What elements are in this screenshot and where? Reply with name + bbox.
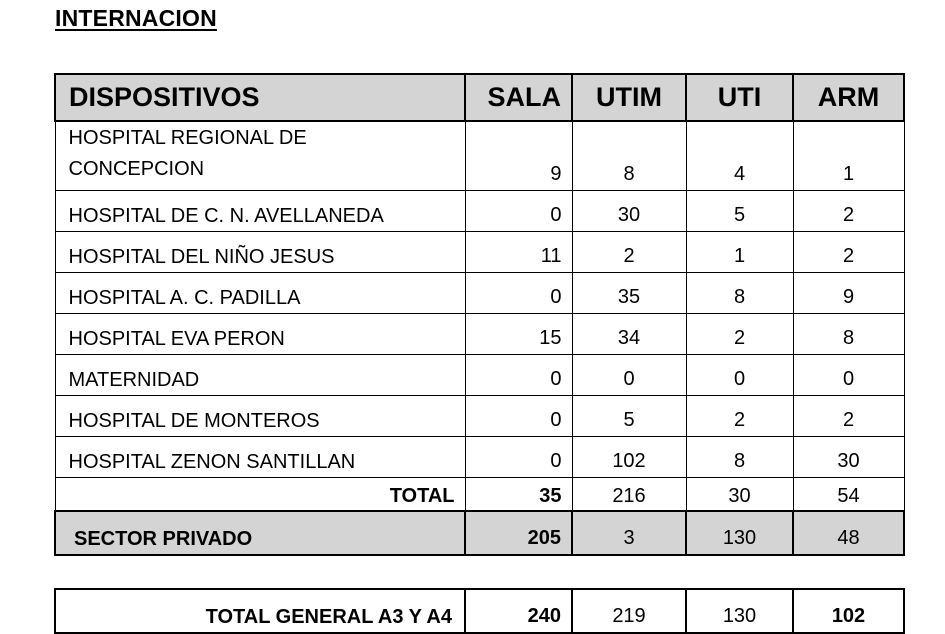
cell-utim: 5	[572, 396, 686, 437]
cell-uti: 2	[686, 396, 793, 437]
total-general-row	[55, 589, 904, 633]
table-row	[55, 121, 904, 191]
sector-privado-row	[55, 511, 904, 555]
general-sala: 240	[465, 589, 572, 633]
cell-uti: 1	[686, 232, 793, 273]
table-row	[55, 314, 904, 355]
privado-sala: 205	[465, 511, 572, 555]
header-dispositivos: DISPOSITIVOS	[55, 74, 465, 121]
row-name-cell: HOSPITAL A. C. PADILLA	[55, 273, 465, 314]
total-label: TOTAL	[55, 478, 465, 514]
cell-utim: 2	[572, 232, 686, 273]
privado-utim: 3	[572, 511, 686, 555]
table-row	[55, 355, 904, 396]
row-name-line1: HOSPITAL REGIONAL DE	[68, 127, 307, 149]
row-name-cell: HOSPITAL EVA PERON	[55, 314, 465, 355]
table-row	[55, 273, 904, 314]
header-uti: UTI	[686, 74, 793, 121]
table-header-row	[55, 74, 904, 121]
row-name-line2: CONCEPCION	[68, 158, 205, 180]
privado-arm: 48	[793, 511, 904, 555]
cell-utim: 30	[572, 191, 686, 232]
total-general-label: TOTAL GENERAL A3 Y A4	[55, 589, 465, 633]
cell-utim: 8	[572, 121, 686, 191]
cell-sala: 0	[465, 191, 572, 232]
cell-uti: 0	[686, 355, 793, 396]
cell-sala: 11	[465, 232, 572, 273]
cell-utim: 35	[572, 273, 686, 314]
header-arm: ARM	[793, 74, 904, 121]
cell-utim: 0	[572, 355, 686, 396]
cell-sala: 15	[465, 314, 572, 355]
cell-arm: 30	[793, 437, 904, 478]
total-sala: 35	[465, 478, 572, 514]
table-row	[55, 396, 904, 437]
cell-uti: 5	[686, 191, 793, 232]
total-arm: 54	[793, 478, 904, 514]
table-row	[55, 232, 904, 273]
header-utim: UTIM	[572, 74, 686, 121]
total-general-table	[54, 588, 905, 634]
general-uti: 130	[686, 589, 793, 633]
sector-privado-label: SECTOR PRIVADO	[55, 511, 465, 555]
cell-sala: 0	[465, 437, 572, 478]
cell-sala: 0	[465, 396, 572, 437]
cell-arm: 9	[793, 273, 904, 314]
cell-arm: 2	[793, 232, 904, 273]
cell-uti: 2	[686, 314, 793, 355]
table-row	[55, 191, 904, 232]
row-name-cell: HOSPITAL ZENON SANTILLAN	[55, 437, 465, 478]
row-name-cell: HOSPITAL DEL NIÑO JESUS	[55, 232, 465, 273]
table-row	[55, 437, 904, 478]
cell-utim: 102	[572, 437, 686, 478]
cell-arm: 8	[793, 314, 904, 355]
general-arm: 102	[793, 589, 904, 633]
sector-privado-table	[54, 510, 905, 556]
header-sala: SALA	[465, 74, 572, 121]
cell-arm: 1	[793, 121, 904, 191]
cell-sala: 0	[465, 355, 572, 396]
cell-uti: 4	[686, 121, 793, 191]
cell-sala: 0	[465, 273, 572, 314]
cell-arm: 0	[793, 355, 904, 396]
cell-arm: 2	[793, 396, 904, 437]
cell-sala: 9	[465, 121, 572, 191]
total-utim: 216	[572, 478, 686, 514]
cell-uti: 8	[686, 437, 793, 478]
cell-uti: 8	[686, 273, 793, 314]
cell-arm: 2	[793, 191, 904, 232]
general-utim: 219	[572, 589, 686, 633]
total-row	[55, 478, 904, 514]
row-name-cell: HOSPITAL DE C. N. AVELLANEDA	[55, 191, 465, 232]
privado-uti: 130	[686, 511, 793, 555]
cell-utim: 34	[572, 314, 686, 355]
internacion-table	[54, 73, 905, 514]
row-name-cell	[55, 121, 465, 191]
total-uti: 30	[686, 478, 793, 514]
row-name-cell: HOSPITAL DE MONTEROS	[55, 396, 465, 437]
row-name-cell: MATERNIDAD	[55, 355, 465, 396]
page-title: INTERNACION	[55, 5, 217, 31]
